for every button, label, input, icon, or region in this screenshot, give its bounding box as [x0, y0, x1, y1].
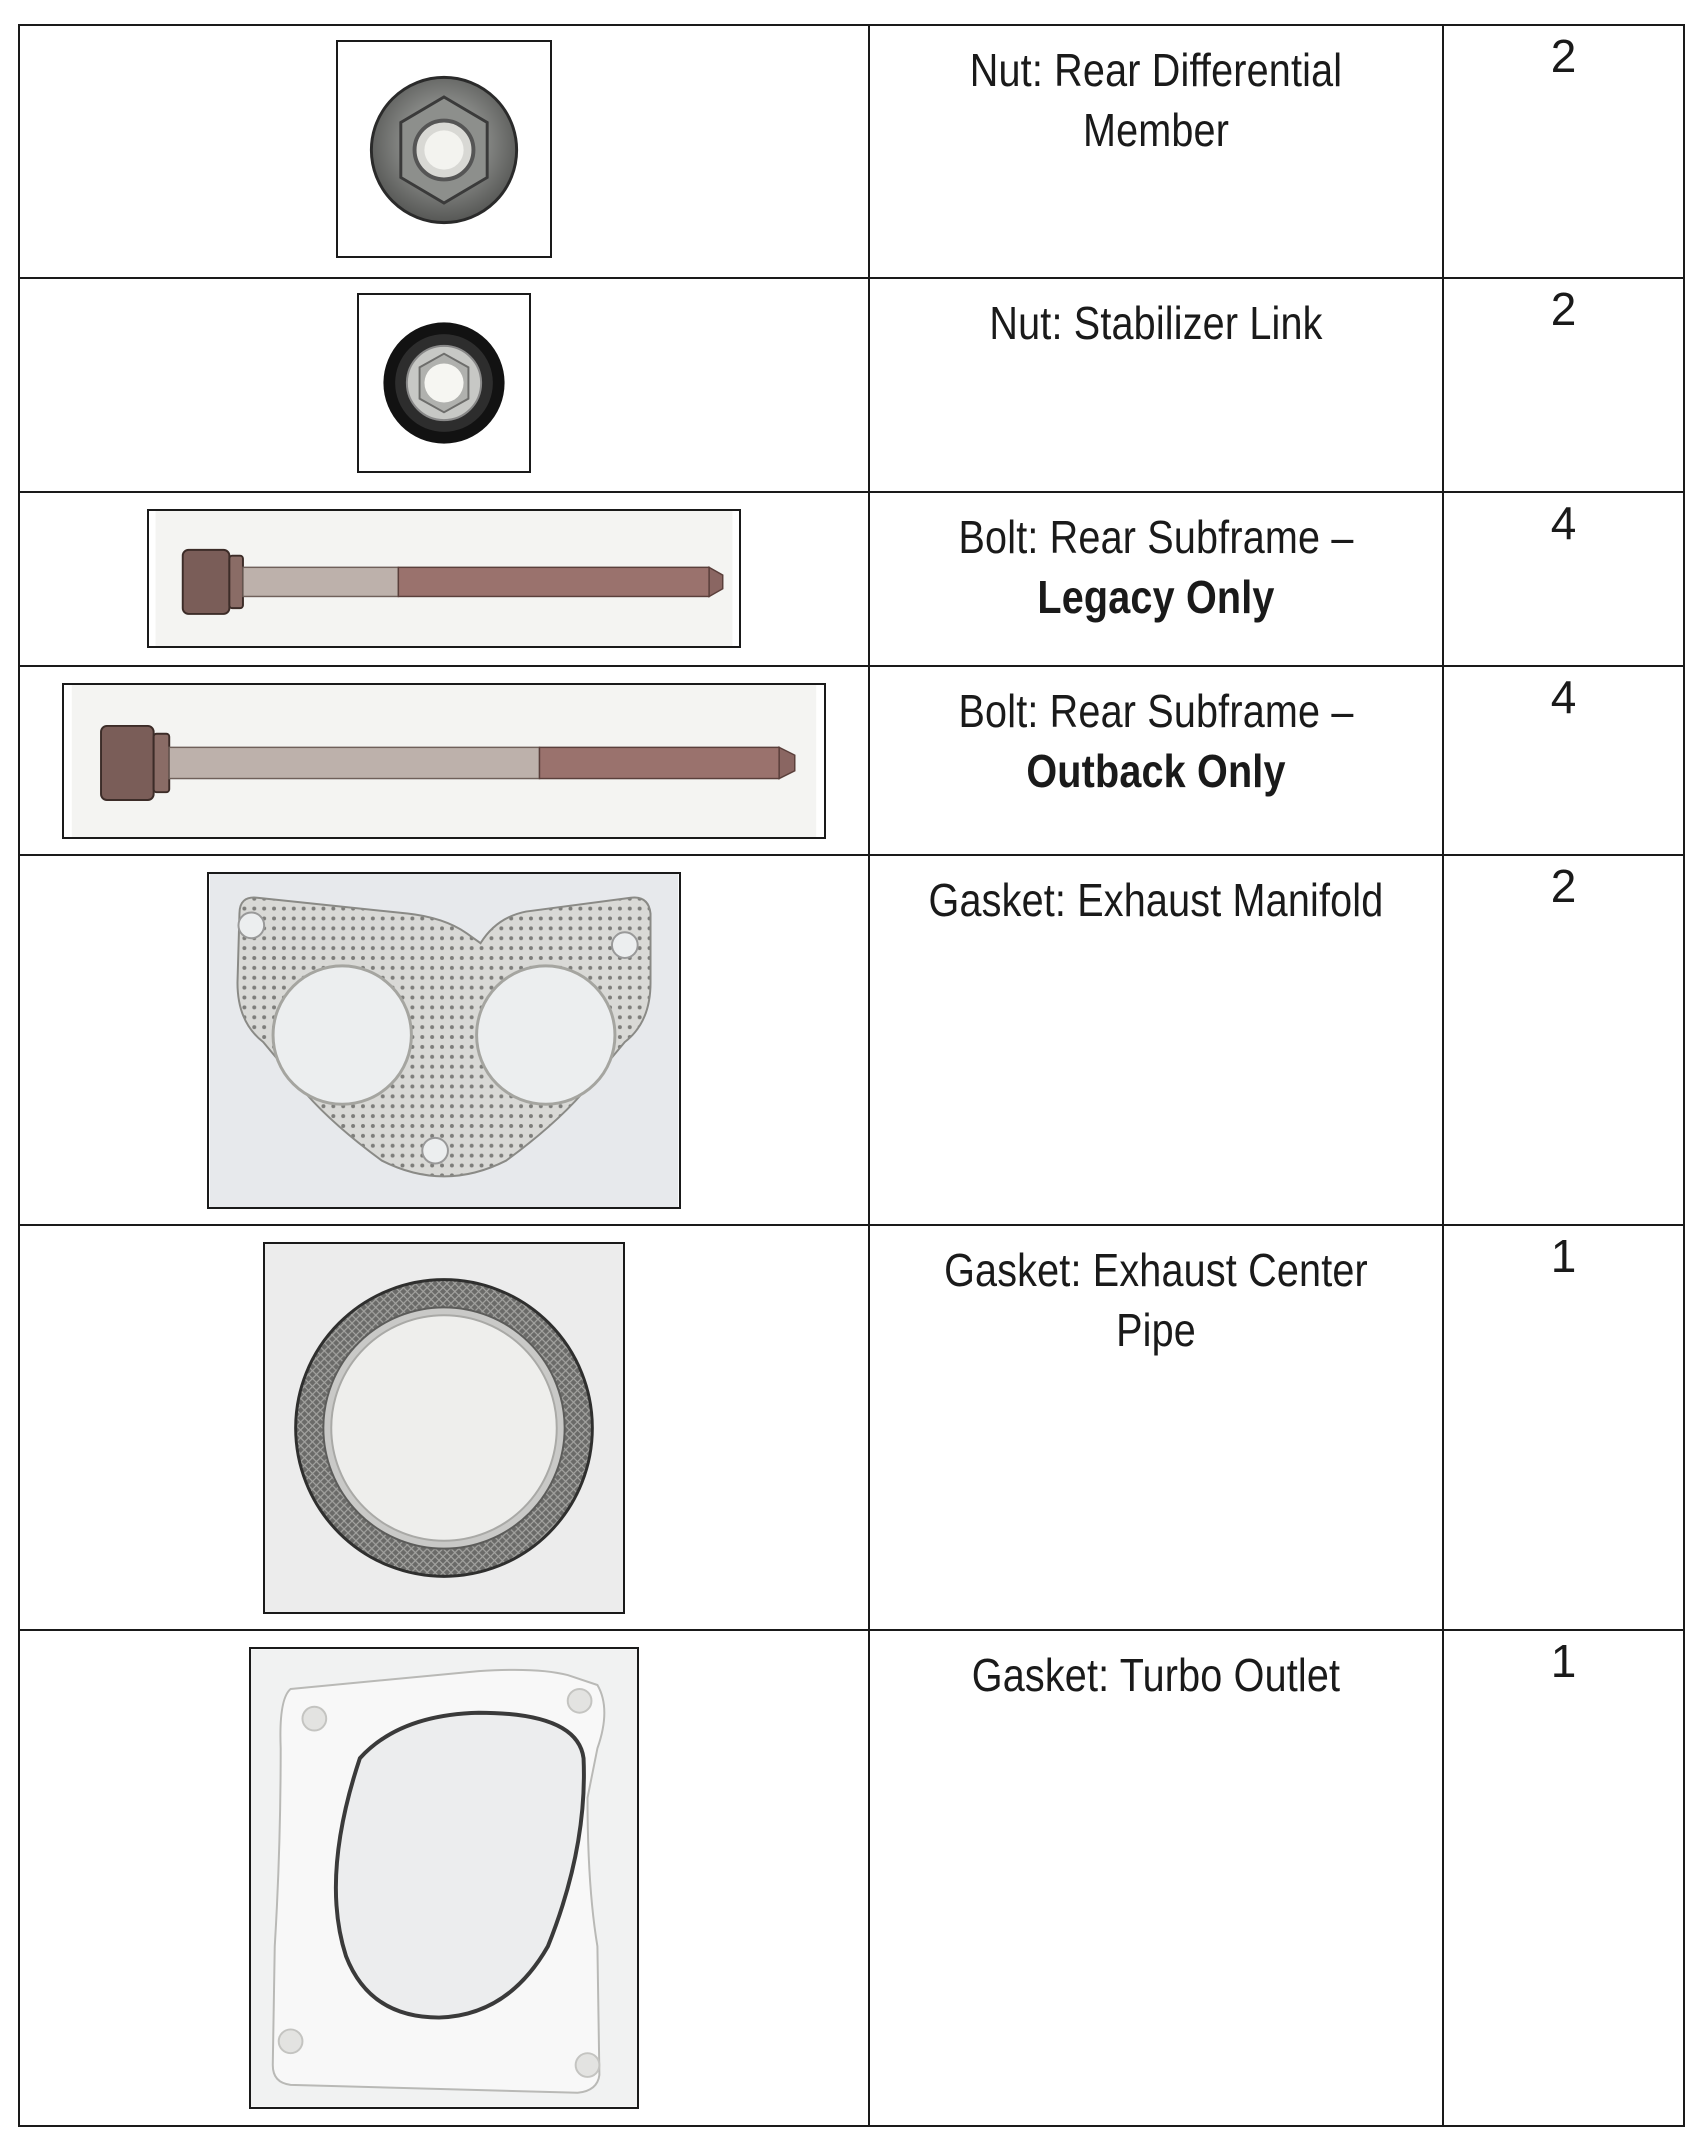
table-row [19, 1225, 1684, 1630]
part-image-cell [19, 1630, 869, 2126]
manifold-gasket-icon [207, 872, 681, 1209]
part-description-cell [869, 492, 1443, 666]
part-note: Legacy Only [1037, 571, 1275, 623]
short-bolt-icon [147, 509, 741, 648]
table-row [19, 25, 1684, 278]
part-quantity: 2 [1443, 25, 1684, 278]
parts-table [18, 24, 1685, 2127]
part-image-cell [19, 1225, 869, 1630]
part-quantity: 4 [1443, 666, 1684, 855]
part-image-cell [19, 492, 869, 666]
part-image-cell [19, 25, 869, 278]
part-description-cell [869, 1630, 1443, 2126]
part-quantity: 1 [1443, 1630, 1684, 2126]
part-name: Bolt: Rear Subframe – [958, 511, 1354, 563]
part-quantity: 1 [1443, 1225, 1684, 1630]
part-name: Gasket: Turbo Outlet [971, 1649, 1341, 1701]
turbo-gasket-icon [249, 1647, 639, 2109]
part-name-cont: Member [1082, 104, 1230, 156]
part-quantity: 2 [1443, 278, 1684, 492]
part-description-cell [869, 666, 1443, 855]
part-image-cell [19, 855, 869, 1225]
table-row [19, 855, 1684, 1225]
part-name: Nut: Rear Differential [969, 44, 1343, 96]
part-description-cell [869, 25, 1443, 278]
table-row [19, 278, 1684, 492]
part-image-cell [19, 666, 869, 855]
flange-nut-icon [336, 40, 552, 258]
part-name-cont: Pipe [1116, 1304, 1196, 1356]
long-bolt-icon [62, 683, 826, 839]
part-description-cell [869, 278, 1443, 492]
table-row [19, 666, 1684, 855]
table-row [19, 492, 1684, 666]
part-name: Gasket: Exhaust Center [944, 1244, 1368, 1296]
part-description-cell [869, 1225, 1443, 1630]
part-name: Gasket: Exhaust Manifold [928, 874, 1384, 926]
part-name: Nut: Stabilizer Link [989, 297, 1323, 349]
ring-gasket-icon [263, 1242, 625, 1614]
part-quantity: 2 [1443, 855, 1684, 1225]
part-name: Bolt: Rear Subframe – [958, 685, 1354, 737]
washer-nut-icon [357, 293, 531, 473]
part-description-cell [869, 855, 1443, 1225]
part-image-cell [19, 278, 869, 492]
part-note: Outback Only [1026, 745, 1286, 797]
table-row [19, 1630, 1684, 2126]
part-quantity: 4 [1443, 492, 1684, 666]
